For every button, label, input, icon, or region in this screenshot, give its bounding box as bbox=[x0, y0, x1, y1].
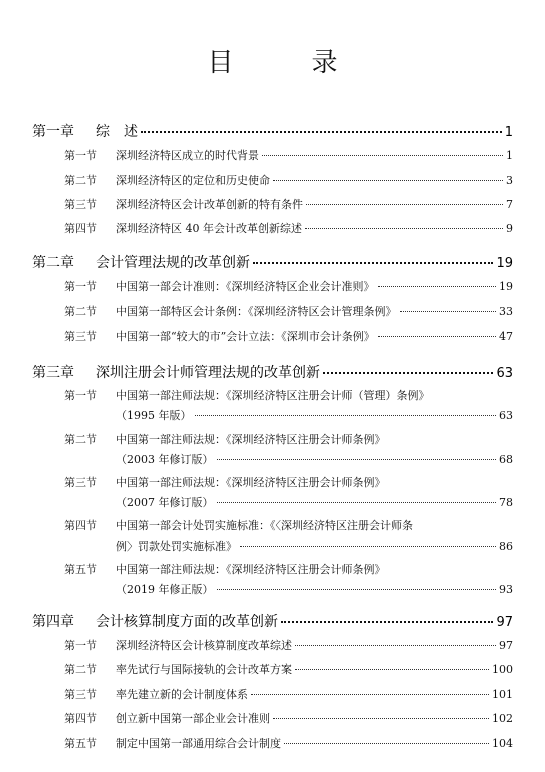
section-number: 第二节 bbox=[64, 433, 97, 446]
section-number: 第三节 bbox=[64, 198, 97, 211]
page-number: 97 bbox=[496, 615, 513, 630]
section-title-continued: （2019 年修正版） bbox=[116, 583, 214, 596]
chapter-title: 深圳注册会计师管理法规的改革创新 bbox=[96, 365, 320, 381]
toc-section-3-2-cont[interactable] bbox=[116, 451, 513, 467]
dot-leader bbox=[251, 694, 489, 695]
section-number: 第二节 bbox=[64, 663, 97, 676]
section-number: 第一节 bbox=[64, 149, 97, 162]
toc-section-3-4-cont[interactable] bbox=[116, 538, 513, 554]
section-title: 中国第一部注师法规：《深圳经济特区注册会计师条例》 bbox=[116, 563, 386, 576]
page-number: 102 bbox=[492, 712, 513, 725]
dot-leader bbox=[295, 645, 496, 646]
section-number: 第五节 bbox=[64, 563, 97, 576]
section-number: 第四节 bbox=[64, 712, 97, 725]
section-number: 第五节 bbox=[64, 737, 97, 750]
dot-leader bbox=[281, 621, 493, 623]
page-number: 86 bbox=[499, 540, 513, 553]
section-title: 深圳经济特区会计改革创新的特有条件 bbox=[116, 198, 303, 211]
toc-section-4-5[interactable] bbox=[64, 735, 513, 751]
toc-section-4-2[interactable] bbox=[64, 661, 513, 677]
dot-leader bbox=[295, 669, 489, 670]
chapter-title: 会计管理法规的改革创新 bbox=[96, 255, 250, 271]
section-number: 第二节 bbox=[64, 174, 97, 187]
section-title: 中国第一部注师法规：《深圳经济特区注册会计师条例》 bbox=[116, 476, 386, 489]
section-title-continued: 例〉罚款处罚实施标准》 bbox=[116, 540, 237, 553]
toc-chapter-1[interactable] bbox=[32, 121, 513, 141]
page-number: 104 bbox=[492, 737, 513, 750]
section-title: 中国第一部注师法规：《深圳经济特区注册会计师（管理）条例》 bbox=[116, 389, 430, 402]
dot-leader bbox=[195, 415, 497, 416]
section-title: 中国第一部“较大的市”会计立法：《深圳市会计条例》 bbox=[116, 330, 375, 343]
dot-leader bbox=[217, 459, 497, 460]
section-number: 第三节 bbox=[64, 688, 97, 701]
toc-section-1-3[interactable] bbox=[64, 196, 513, 212]
toc-section-4-3[interactable] bbox=[64, 686, 513, 702]
section-title: 深圳经济特区会计核算制度改革综述 bbox=[116, 639, 292, 652]
section-title-continued: （2007 年修订版） bbox=[116, 496, 214, 509]
dot-leader bbox=[305, 228, 503, 229]
section-title: 中国第一部注师法规：《深圳经济特区注册会计师条例》 bbox=[116, 433, 386, 446]
toc-section-3-2[interactable] bbox=[64, 431, 513, 447]
page-number: 101 bbox=[492, 688, 513, 701]
toc-section-3-1[interactable] bbox=[64, 387, 513, 403]
page-number: 93 bbox=[499, 583, 513, 596]
dot-leader bbox=[378, 336, 496, 337]
page-number: 63 bbox=[496, 366, 513, 381]
page-number: 68 bbox=[499, 453, 513, 466]
page-number: 7 bbox=[506, 198, 513, 211]
page-number: 97 bbox=[499, 639, 513, 652]
section-title: 深圳经济特区 40 年会计改革创新综述 bbox=[116, 222, 302, 235]
section-number: 第二节 bbox=[64, 305, 97, 318]
page-number: 1 bbox=[504, 125, 513, 140]
chapter-number: 第二章 bbox=[32, 255, 74, 271]
section-number: 第三节 bbox=[64, 330, 97, 343]
dot-leader bbox=[217, 589, 497, 590]
toc-section-3-1-cont[interactable] bbox=[116, 407, 513, 423]
dot-leader bbox=[273, 180, 503, 181]
dot-leader bbox=[141, 131, 502, 133]
page-number: 19 bbox=[496, 256, 513, 271]
section-number: 第四节 bbox=[64, 222, 97, 235]
section-number: 第三节 bbox=[64, 476, 97, 489]
page-number: 47 bbox=[499, 330, 513, 343]
toc-section-1-4[interactable] bbox=[64, 220, 513, 236]
section-title: 制定中国第一部通用综合会计制度 bbox=[116, 737, 281, 750]
toc-section-3-5-cont[interactable] bbox=[116, 581, 513, 597]
dot-leader bbox=[240, 546, 496, 547]
dot-leader bbox=[253, 262, 493, 264]
section-title: 深圳经济特区成立的时代背景 bbox=[116, 149, 259, 162]
section-title: 深圳经济特区的定位和历史使命 bbox=[116, 174, 270, 187]
toc-section-4-1[interactable] bbox=[64, 637, 513, 653]
page-number: 78 bbox=[499, 496, 513, 509]
dot-leader bbox=[378, 286, 497, 287]
dot-leader bbox=[323, 372, 493, 374]
page-number: 19 bbox=[499, 280, 513, 293]
toc-chapter-2[interactable] bbox=[32, 252, 513, 272]
section-title: 率先建立新的会计制度体系 bbox=[116, 688, 248, 701]
chapter-number: 第一章 bbox=[32, 124, 74, 140]
toc-section-3-5[interactable] bbox=[64, 561, 513, 577]
section-number: 第一节 bbox=[64, 639, 97, 652]
toc-section-2-3[interactable] bbox=[64, 328, 513, 344]
page-number: 3 bbox=[506, 174, 513, 187]
toc-section-3-4[interactable] bbox=[64, 517, 513, 533]
page-title: 目 录 bbox=[207, 48, 364, 78]
section-title: 中国第一部会计准则：《深圳经济特区企业会计准则》 bbox=[116, 280, 375, 293]
toc-chapter-3[interactable] bbox=[32, 362, 513, 382]
dot-leader bbox=[217, 502, 497, 503]
section-title: 中国第一部会计处罚实施标准：《〈深圳经济特区注册会计师条 bbox=[116, 519, 413, 532]
toc-section-4-4[interactable] bbox=[64, 710, 513, 726]
section-title: 中国第一部特区会计条例：《深圳经济特区会计管理条例》 bbox=[116, 305, 397, 318]
toc-section-1-1[interactable] bbox=[64, 147, 513, 163]
page-number: 33 bbox=[499, 305, 513, 318]
page-number: 63 bbox=[499, 409, 513, 422]
toc-section-2-2[interactable] bbox=[64, 303, 513, 319]
toc-section-3-3-cont[interactable] bbox=[116, 494, 513, 510]
toc-chapter-4[interactable] bbox=[32, 611, 513, 631]
toc-section-1-2[interactable] bbox=[64, 172, 513, 188]
section-number: 第四节 bbox=[64, 519, 97, 532]
section-title-continued: （2003 年修订版） bbox=[116, 453, 214, 466]
section-title: 创立新中国第一部企业会计准则 bbox=[116, 712, 270, 725]
section-number: 第一节 bbox=[64, 389, 97, 402]
toc-section-2-1[interactable] bbox=[64, 278, 513, 294]
section-number: 第一节 bbox=[64, 280, 97, 293]
dot-leader bbox=[284, 743, 489, 744]
section-title: 率先试行与国际接轨的会计改革方案 bbox=[116, 663, 292, 676]
chapter-title: 会计核算制度方面的改革创新 bbox=[96, 614, 278, 630]
chapter-number: 第三章 bbox=[32, 365, 74, 381]
dot-leader bbox=[400, 311, 497, 312]
toc-section-3-3[interactable] bbox=[64, 474, 513, 490]
dot-leader bbox=[273, 718, 489, 719]
page-number: 1 bbox=[506, 149, 513, 162]
dot-leader bbox=[306, 204, 503, 205]
dot-leader bbox=[262, 155, 503, 156]
page-number: 100 bbox=[492, 663, 513, 676]
section-title-continued: （1995 年版） bbox=[116, 409, 192, 422]
chapter-title: 综 述 bbox=[96, 124, 138, 140]
page-number: 9 bbox=[506, 222, 513, 235]
chapter-number: 第四章 bbox=[32, 614, 74, 630]
